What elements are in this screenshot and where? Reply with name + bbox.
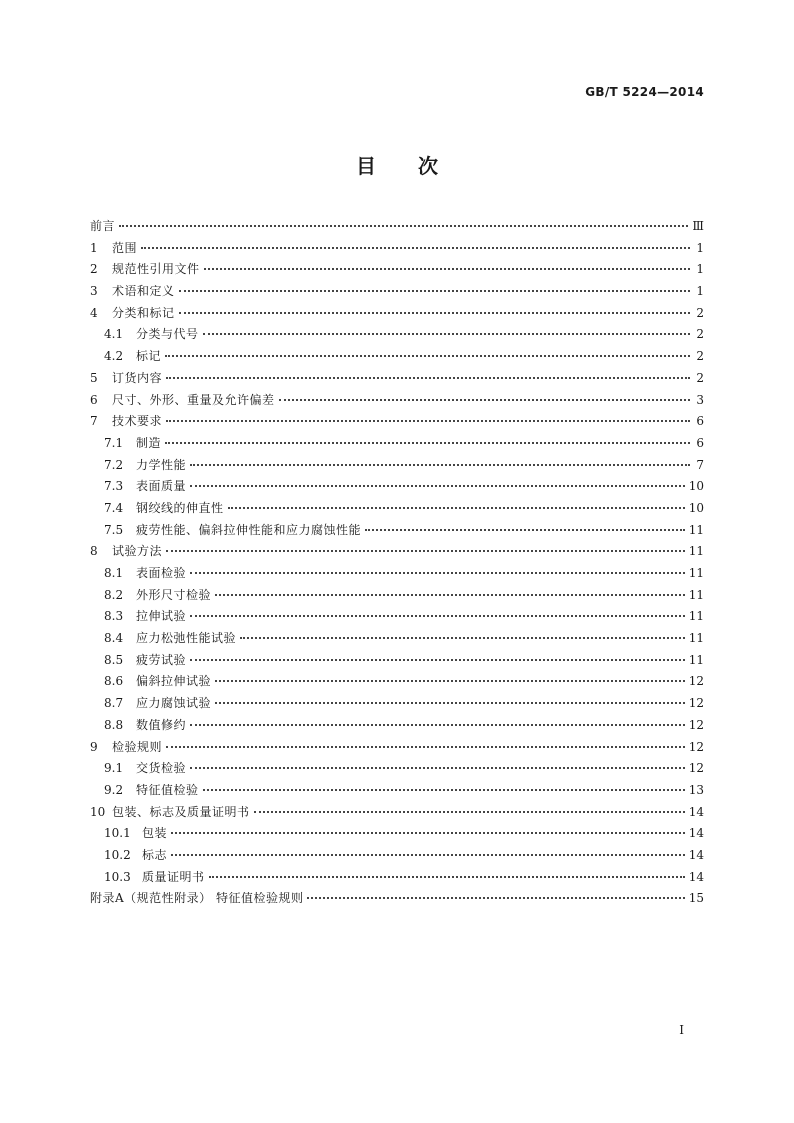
toc-entry-label: 附录A（规范性附录） 特征值检验规则 bbox=[90, 891, 304, 906]
table-of-contents bbox=[90, 216, 704, 910]
toc-entry-page: 1 bbox=[696, 284, 704, 299]
toc-dot-leader bbox=[190, 484, 685, 487]
toc-entry-label: 钢绞线的伸直性 bbox=[136, 500, 224, 515]
toc-entry-number: 2 bbox=[90, 262, 98, 277]
toc-entry-page: 14 bbox=[688, 869, 704, 884]
toc-entry-page: 14 bbox=[688, 847, 704, 862]
toc-entry-page: 3 bbox=[696, 392, 704, 407]
toc-entry-label: 数值修约 bbox=[136, 717, 187, 732]
toc-entry[interactable] bbox=[90, 411, 704, 433]
toc-entry-label: 应力腐蚀试验 bbox=[136, 696, 212, 711]
toc-entry-number: 10 bbox=[90, 804, 106, 819]
toc-entry[interactable] bbox=[90, 216, 704, 238]
toc-entry-label: 表面检验 bbox=[136, 566, 187, 580]
toc-entry-page: 2 bbox=[696, 370, 704, 385]
toc-entry[interactable] bbox=[90, 303, 704, 325]
toc-entry-number: 4 bbox=[90, 305, 98, 320]
toc-entry-page: 10 bbox=[688, 500, 704, 515]
toc-entry[interactable] bbox=[90, 281, 704, 303]
toc-entry-page: 2 bbox=[696, 349, 704, 364]
toc-entry-page: 2 bbox=[696, 327, 704, 342]
toc-entry-number: 8.2 bbox=[104, 587, 124, 602]
toc-entry[interactable] bbox=[90, 606, 704, 628]
toc-entry-number: 6 bbox=[90, 392, 98, 407]
toc-entry[interactable] bbox=[90, 541, 704, 563]
toc-dot-leader bbox=[240, 636, 685, 639]
toc-entry-page: 6 bbox=[696, 435, 704, 450]
toc-entry-page: 1 bbox=[696, 240, 704, 255]
toc-entry[interactable] bbox=[90, 368, 704, 390]
toc-entry-label: 订货内容 bbox=[112, 370, 163, 385]
toc-entry-number: 8.3 bbox=[104, 609, 124, 624]
toc-entry-page: Ⅲ bbox=[692, 219, 704, 233]
toc-entry[interactable] bbox=[90, 585, 704, 607]
toc-entry-page: 11 bbox=[688, 631, 704, 646]
toc-entry-label: 交货检验 bbox=[136, 761, 187, 776]
toc-dot-leader bbox=[215, 701, 685, 704]
toc-entry[interactable] bbox=[90, 802, 704, 824]
toc-dot-leader bbox=[141, 246, 690, 249]
toc-entry-page: 1 bbox=[696, 262, 704, 277]
toc-entry[interactable] bbox=[90, 390, 704, 412]
toc-dot-leader bbox=[204, 267, 690, 270]
toc-entry-number: 7.3 bbox=[104, 479, 124, 494]
toc-entry-number: 7.2 bbox=[104, 457, 124, 472]
toc-entry-page: 12 bbox=[688, 674, 704, 689]
toc-entry-label: 范围 bbox=[112, 240, 138, 255]
toc-entry-number: 10.1 bbox=[104, 826, 131, 841]
toc-dot-leader bbox=[190, 614, 685, 617]
toc-entry-label: 疲劳性能、偏斜拉伸性能和应力腐蚀性能 bbox=[136, 522, 362, 537]
toc-entry-page: 11 bbox=[688, 544, 704, 559]
toc-entry-label: 偏斜拉伸试验 bbox=[136, 674, 212, 689]
toc-dot-leader bbox=[179, 311, 690, 314]
toc-entry-number: 3 bbox=[90, 284, 98, 299]
page-number: I bbox=[679, 1023, 684, 1037]
toc-entry-label: 应力松弛性能试验 bbox=[136, 631, 237, 646]
toc-entry-page: 2 bbox=[696, 305, 704, 320]
toc-entry-page: 13 bbox=[688, 782, 704, 797]
toc-entry-page: 11 bbox=[688, 566, 704, 580]
toc-dot-leader bbox=[279, 398, 690, 401]
page-title: 目次 bbox=[356, 154, 480, 178]
toc-entry[interactable] bbox=[90, 346, 704, 368]
toc-entry-number: 9.2 bbox=[104, 782, 124, 797]
toc-entry[interactable] bbox=[90, 520, 704, 542]
toc-dot-leader bbox=[165, 354, 690, 357]
toc-entry-number: 4.1 bbox=[104, 327, 124, 342]
toc-entry-label: 制造 bbox=[136, 435, 162, 450]
toc-entry[interactable] bbox=[90, 758, 704, 780]
toc-entry-number: 4.2 bbox=[104, 349, 124, 364]
toc-entry-label: 拉伸试验 bbox=[136, 609, 187, 624]
toc-entry-page: 7 bbox=[696, 457, 704, 472]
toc-entry[interactable] bbox=[90, 737, 704, 759]
toc-entry-label: 特征值检验 bbox=[136, 782, 199, 797]
toc-entry-page: 11 bbox=[688, 652, 704, 667]
toc-entry-number: 9.1 bbox=[104, 761, 124, 776]
toc-dot-leader bbox=[166, 549, 685, 552]
toc-entry[interactable] bbox=[90, 433, 704, 455]
standard-code: GB/T 5224—2014 bbox=[585, 85, 704, 99]
toc-dot-leader bbox=[307, 896, 684, 899]
toc-entry-number: 1 bbox=[90, 240, 98, 255]
toc-entry-number: 7.4 bbox=[104, 500, 124, 515]
toc-entry-page: 10 bbox=[688, 479, 704, 494]
toc-entry-page: 12 bbox=[688, 696, 704, 711]
toc-entry[interactable] bbox=[90, 498, 704, 520]
toc-dot-leader bbox=[215, 593, 685, 596]
toc-dot-leader bbox=[203, 788, 685, 791]
toc-dot-leader bbox=[190, 766, 685, 769]
toc-entry-page: 11 bbox=[688, 522, 704, 537]
toc-entry-number: 8.5 bbox=[104, 652, 124, 667]
toc-entry-label: 表面质量 bbox=[136, 479, 187, 494]
toc-entry-label: 疲劳试验 bbox=[136, 652, 187, 667]
toc-dot-leader bbox=[190, 571, 685, 574]
toc-entry-page: 14 bbox=[688, 826, 704, 841]
toc-entry-number: 8.1 bbox=[104, 566, 124, 580]
toc-entry[interactable] bbox=[90, 628, 704, 650]
toc-entry[interactable] bbox=[90, 324, 704, 346]
toc-entry-number: 9 bbox=[90, 739, 98, 754]
toc-entry-label: 包装 bbox=[142, 826, 168, 841]
toc-dot-leader bbox=[166, 745, 685, 748]
toc-entry[interactable] bbox=[90, 563, 704, 585]
toc-dot-leader bbox=[215, 679, 685, 682]
toc-entry[interactable] bbox=[90, 823, 704, 845]
toc-entry-label: 分类与代号 bbox=[136, 327, 199, 342]
toc-entry-number: 10.3 bbox=[104, 869, 131, 884]
toc-entry-label: 标记 bbox=[136, 349, 162, 364]
toc-entry-number: 8.7 bbox=[104, 696, 124, 711]
toc-entry[interactable] bbox=[90, 650, 704, 672]
toc-dot-leader bbox=[365, 528, 685, 531]
toc-entry[interactable] bbox=[90, 693, 704, 715]
toc-entry-label: 力学性能 bbox=[136, 457, 187, 472]
toc-dot-leader bbox=[166, 376, 690, 379]
toc-dot-leader bbox=[119, 224, 688, 227]
toc-dot-leader bbox=[254, 810, 685, 813]
toc-dot-leader bbox=[179, 289, 690, 292]
toc-entry-label: 质量证明书 bbox=[142, 869, 205, 884]
toc-entry-label: 检验规则 bbox=[112, 739, 163, 754]
toc-entry-number: 8.6 bbox=[104, 674, 124, 689]
toc-entry-label: 术语和定义 bbox=[112, 284, 175, 299]
toc-entry-number: 5 bbox=[90, 370, 98, 385]
toc-entry[interactable] bbox=[90, 455, 704, 477]
toc-entry-page: 14 bbox=[688, 804, 704, 819]
toc-entry-label: 技术要求 bbox=[112, 414, 163, 429]
toc-dot-leader bbox=[166, 419, 690, 422]
toc-entry-label: 规范性引用文件 bbox=[112, 262, 200, 277]
toc-entry-label: 前言 bbox=[90, 219, 116, 233]
toc-dot-leader bbox=[228, 506, 685, 509]
toc-entry-label: 标志 bbox=[142, 847, 168, 862]
toc-entry[interactable] bbox=[90, 238, 704, 260]
toc-entry-label: 外形尺寸检验 bbox=[136, 587, 212, 602]
toc-dot-leader bbox=[203, 332, 690, 335]
toc-entry-number: 10.2 bbox=[104, 847, 131, 862]
toc-entry-page: 11 bbox=[688, 609, 704, 624]
toc-entry-label: 分类和标记 bbox=[112, 305, 175, 320]
toc-entry-number: 8.4 bbox=[104, 631, 124, 646]
toc-dot-leader bbox=[190, 723, 685, 726]
toc-entry[interactable] bbox=[90, 259, 704, 281]
toc-entry-page: 15 bbox=[688, 891, 704, 906]
toc-entry[interactable] bbox=[90, 476, 704, 498]
toc-entry-number: 7.1 bbox=[104, 435, 124, 450]
toc-entry-label: 包装、标志及质量证明书 bbox=[112, 804, 250, 819]
toc-entry-page: 12 bbox=[688, 717, 704, 732]
toc-entry[interactable] bbox=[90, 715, 704, 737]
toc-dot-leader bbox=[209, 875, 685, 878]
toc-entry-number: 7.5 bbox=[104, 522, 124, 537]
toc-entry-page: 12 bbox=[688, 739, 704, 754]
toc-entry[interactable] bbox=[90, 671, 704, 693]
toc-entry-label: 尺寸、外形、重量及允许偏差 bbox=[112, 392, 275, 407]
toc-entry[interactable] bbox=[90, 867, 704, 889]
toc-dot-leader bbox=[165, 441, 690, 444]
toc-entry[interactable] bbox=[90, 780, 704, 802]
toc-entry-page: 6 bbox=[696, 414, 704, 429]
toc-entry-page: 11 bbox=[688, 587, 704, 602]
toc-entry-number: 8 bbox=[90, 544, 98, 559]
toc-entry[interactable] bbox=[90, 845, 704, 867]
toc-entry-page: 12 bbox=[688, 761, 704, 776]
toc-entry-label: 试验方法 bbox=[112, 544, 163, 559]
toc-entry[interactable] bbox=[90, 888, 704, 910]
toc-dot-leader bbox=[190, 658, 685, 661]
toc-dot-leader bbox=[171, 853, 685, 856]
toc-entry-number: 7 bbox=[90, 414, 98, 429]
toc-entry-number: 8.8 bbox=[104, 717, 124, 732]
toc-dot-leader bbox=[171, 831, 685, 834]
toc-dot-leader bbox=[190, 463, 690, 466]
